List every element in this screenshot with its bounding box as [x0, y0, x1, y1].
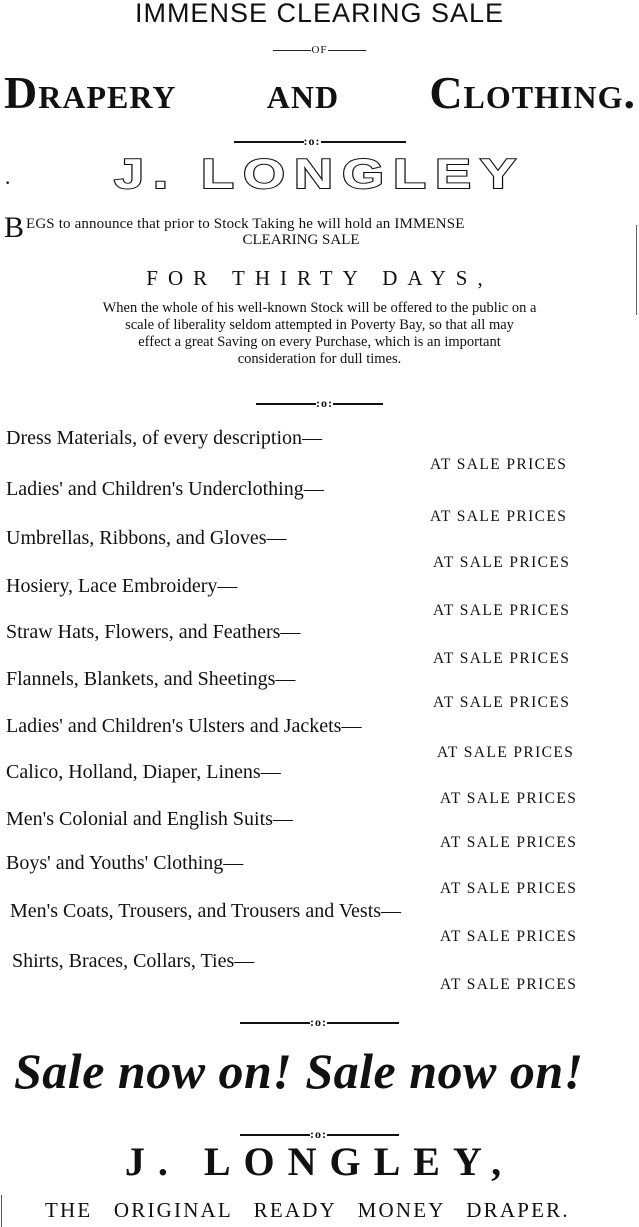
- separator-3: [0, 1015, 639, 1030]
- title-word-clothing: Clothing.: [429, 67, 636, 118]
- title-word-and: and: [266, 67, 340, 118]
- item-name: Men's Coats, Trousers, and Trousers and Vests—: [10, 900, 402, 922]
- item-price: AT SALE PRICES: [437, 744, 575, 761]
- merchant-signature-name: J. LONGLEY,: [124, 1139, 515, 1184]
- announcement-paragraph: [0, 300, 639, 368]
- separator-2: [0, 396, 639, 411]
- item-name: Hosiery, Lace Embroidery—: [6, 575, 238, 597]
- item-price: AT SALE PRICES: [440, 790, 578, 807]
- announcement-opening: [4, 211, 636, 248]
- separator-1: [0, 134, 639, 149]
- item-price: AT SALE PRICES: [440, 834, 578, 851]
- separator-mark: :o:: [310, 1015, 327, 1029]
- paragraph-line-3: effect a great Saving on every Purchase, which is an important: [138, 334, 501, 350]
- separator-rule-left: [240, 1022, 310, 1024]
- announcement-line-1: EGS to announce that prior to Stock Taking he will hold an IMMENSE: [26, 216, 465, 232]
- separator-rule-left: [234, 141, 304, 143]
- item-name: Men's Colonial and English Suits—: [6, 808, 293, 830]
- item-name: Boys' and Youths' Clothing—: [6, 852, 244, 874]
- decorative-dot: ·: [4, 170, 12, 195]
- of-rule-right: [328, 50, 366, 51]
- item-name: Umbrellas, Ribbons, and Gloves—: [6, 527, 287, 549]
- separator-rule-left: [240, 1134, 310, 1136]
- sale-now-on-banner: Sale now on! Sale now on!: [14, 1043, 584, 1099]
- title-word-drapery: Drapery: [4, 67, 177, 118]
- of-rule-left: [273, 50, 311, 51]
- separator-rule-right: [321, 141, 406, 143]
- of-word: OF: [311, 44, 328, 56]
- item-name: Ladies' and Children's Underclothing—: [6, 478, 324, 500]
- headline: IMMENSE CLEARING SALE: [134, 0, 505, 28]
- column-border-right: [636, 225, 637, 315]
- separator-mark: :o:: [316, 396, 333, 410]
- item-name: Calico, Holland, Diaper, Linens—: [6, 761, 281, 783]
- item-price: AT SALE PRICES: [433, 554, 571, 571]
- item-price: AT SALE PRICES: [433, 650, 571, 667]
- column-border-left: [1, 1195, 2, 1227]
- dropcap-letter: B: [4, 211, 25, 244]
- separator-mark: :o:: [310, 1127, 327, 1141]
- paragraph-line-4: consideration for dull times.: [237, 351, 402, 367]
- item-price: AT SALE PRICES: [433, 602, 571, 619]
- for-thirty-days: FOR THIRTY DAYS,: [146, 266, 493, 290]
- item-name: Shirts, Braces, Collars, Ties—: [12, 950, 255, 972]
- announcement-line-2: CLEARING SALE: [242, 232, 360, 248]
- item-name: Dress Materials, of every description—: [6, 427, 323, 449]
- separator-rule-right: [327, 1134, 399, 1136]
- separator-mark: :o:: [303, 134, 321, 148]
- merchant-logo-name: J. LONGLEY: [113, 150, 526, 198]
- merchant-tagline: THE ORIGINAL READY MONEY DRAPER.: [45, 1198, 570, 1222]
- title-drapery-clothing: [4, 66, 636, 119]
- of-separator: [0, 44, 639, 56]
- item-price: AT SALE PRICES: [440, 928, 578, 945]
- paragraph-line-1: When the whole of his well-known Stock will be offered to the public on a: [102, 300, 537, 316]
- item-name: Straw Hats, Flowers, and Feathers—: [6, 621, 301, 643]
- paragraph-line-2: scale of liberality seldom attempted in Poverty Bay, so that all may: [125, 317, 514, 333]
- item-price: AT SALE PRICES: [433, 694, 571, 711]
- item-price: AT SALE PRICES: [430, 508, 568, 525]
- item-price: AT SALE PRICES: [430, 456, 568, 473]
- item-name: Flannels, Blankets, and Sheetings—: [6, 668, 296, 690]
- item-name: Ladies' and Children's Ulsters and Jackets—: [6, 715, 362, 737]
- separator-rule-right: [327, 1022, 399, 1024]
- item-price: AT SALE PRICES: [440, 880, 578, 897]
- separator-rule-left: [256, 403, 316, 405]
- item-price: AT SALE PRICES: [440, 976, 578, 993]
- separator-rule-right: [333, 403, 383, 405]
